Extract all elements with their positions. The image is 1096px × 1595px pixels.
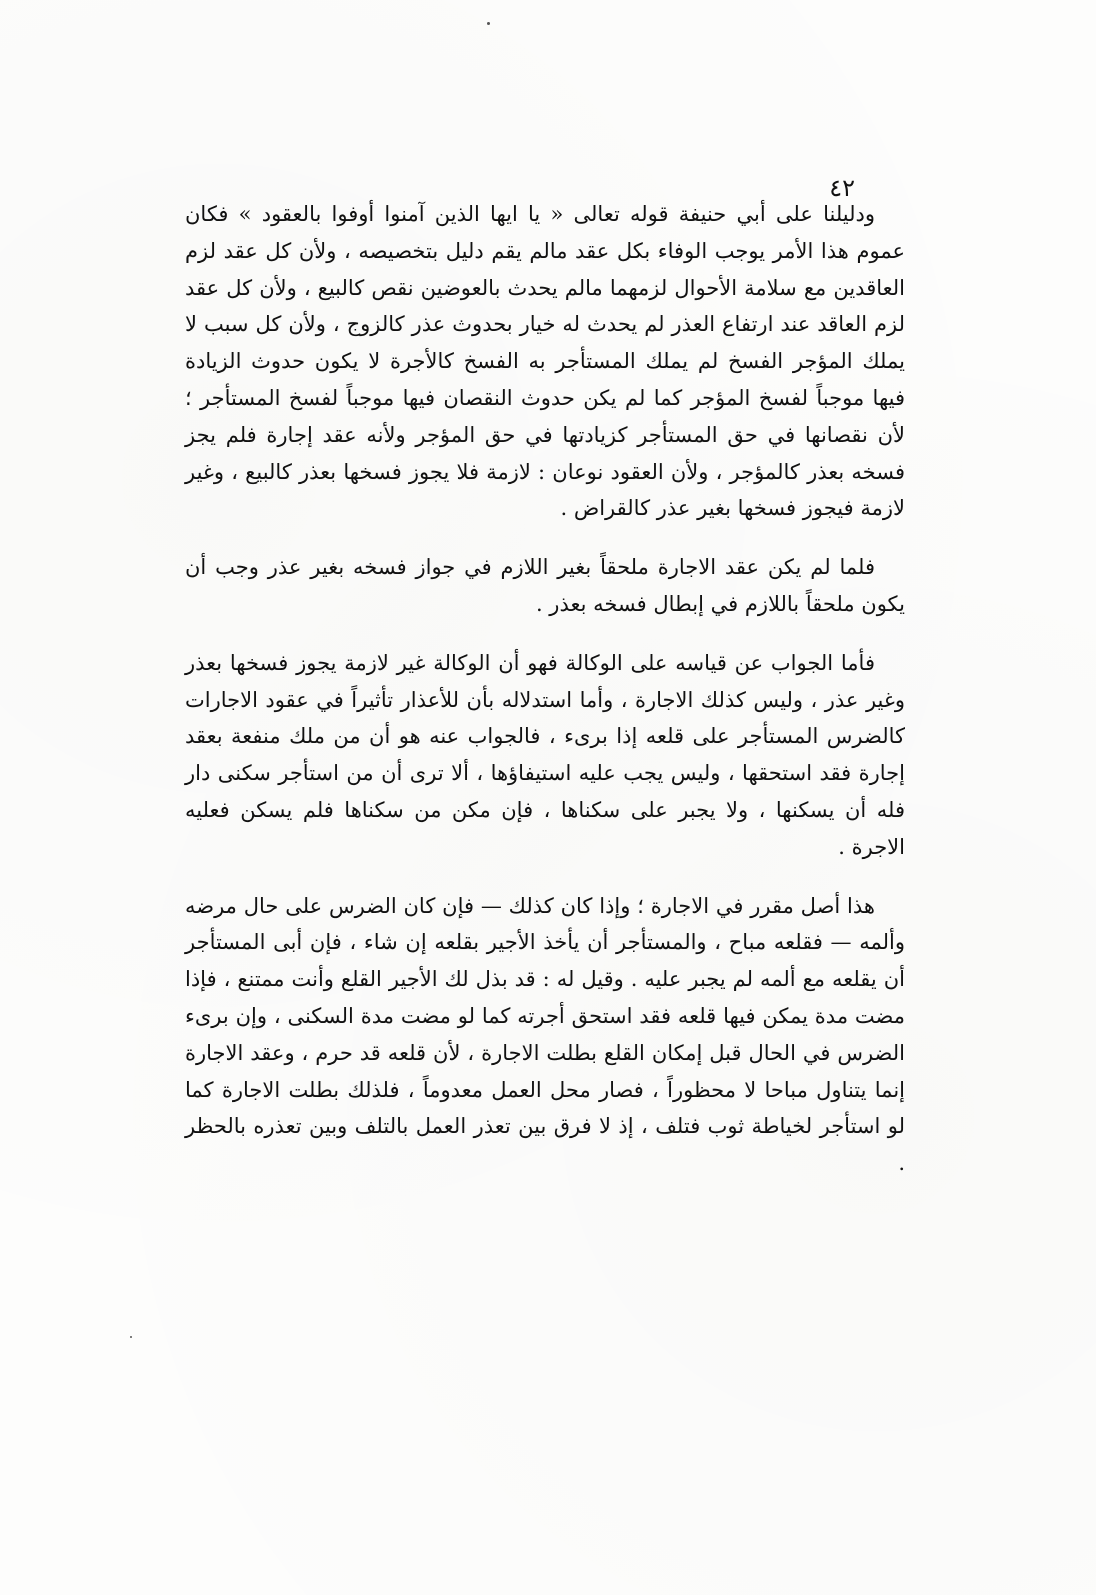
paragraph-4: هذا أصل مقرر في الاجارة ؛ وإذا كان كذلك — فإن كان الضرس على حال مرضه وألمه — فقلعه مباح ، والمستأجر أن يأخذ الأجير بقلعه إن شاء ، فإن أبى المستأجر أن يقلعه مع ألمه لم يجبر عليه . وقيل له : قد بذل لك الأجير القلع وأنت ممتنع ، فإذا مضت مدة يمكن فيها قلعه فقد استحق أجرته كما لو مضت مدة السكنى ، وإن برىء الضرس في الحال قبل إمكان القلع بطلت الاجارة ، لأن قلعه قد حرم ، وعقد الاجارة إنما يتناول مباحا لا محظوراً ، فصار محل العمل معدوماً ، فلذلك بطلت الاجارة كما لو استأجر لخياطة ثوب فتلف ، إذ لا فرق بين تعذر العمل بالتلف وبين تعذره بالحظر . <box>185 893 905 1176</box>
page-body <box>185 196 905 1182</box>
paragraph-1: ودليلنا على أبي حنيفة قوله تعالى « يا ايها الذين آمنوا أوفوا بالعقود » فكان عموم هذا الأمر يوجب الوفاء بكل عقد مالم يقم دليل بتخصيصه ، ولأن كل عقد لزم العاقدين مع سلامة الأحوال لزمهما مالم يحدث بالعوضين نقص كالبيع ، ولأن كل عقد لزم العاقد عند ارتفاع العذر لم يحدث له خيار بحدوث عذر كالزوج ، ولأن كل سبب لا يملك المؤجر الفسخ لم يملك المستأجر به الفسخ كالأجرة لا يكون حدوث الزيادة فيها موجباً لفسخ المؤجر كما لم يكن حدوث النقصان فيها موجباً لفسخ المستأجر ؛ لأن نقصانها في حق المستأجر كزيادتها في حق المؤجر ولأنه عقد إجارة فلم يجز فسخه بعذر كالمؤجر ، ولأن العقود نوعان : لازمة فلا يجوز فسخها بعذر كالبيع ، وغير لازمة فيجوز فسخها بغير عذر كالقراض . <box>185 202 905 521</box>
paragraph-3: فأما الجواب عن قياسه على الوكالة فهو أن الوكالة غير لازمة يجوز فسخها بعذر وغير عذر ، وليس كذلك الاجارة ، وأما استدلاله بأن للأعذار تأثيراً في عقود الاجارات كالضرس المستأجر على قلعه إذا برىء ، فالجواب عنه هو أن من ملك منفعة بعقد إجارة فقد استحقها ، وليس يجب عليه استيفاؤها ، ألا ترى أن من استأجر سكنى دار فله أن يسكنها ، ولا يجبر على سكناها ، فإن مكن من سكناها فلم يسكن فعليه الاجرة . <box>185 650 905 859</box>
page-number: ٤٢ <box>829 174 855 202</box>
paragraph-2: فلما لم يكن عقد الاجارة ملحقاً بغير اللازم في جواز فسخه بغير عذر وجب أن يكون ملحقاً باللازم في إبطال فسخه بعذر . <box>185 555 905 616</box>
scan-speck <box>487 22 490 25</box>
scan-speck <box>130 1336 132 1338</box>
